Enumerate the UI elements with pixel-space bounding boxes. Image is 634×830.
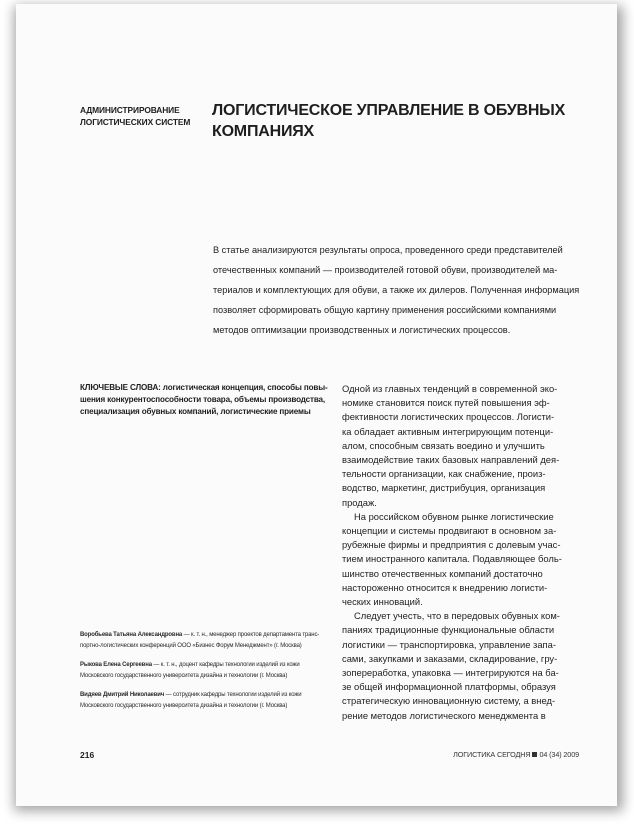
body-line: концепции и системы продвигают в основном за-	[342, 525, 557, 537]
author-affiliation: Московского государственного университета дизайна и технологии (г. Москва)	[80, 672, 288, 679]
article-title-line: ЛОГИСТИЧЕСКОЕ УПРАВЛЕНИЕ В ОБУВНЫХ	[212, 102, 566, 119]
body-line: номике становится поиск путей повышения эф-	[342, 397, 550, 409]
abstract-line: методов оптимизации производственных и логистических процессов.	[213, 325, 511, 335]
section-label	[80, 105, 215, 128]
body-line: водство, маркетинг, дистрибуция, организация	[342, 482, 546, 494]
body-line: зопереработка, упаковка — интегрируются на ба-	[342, 667, 559, 679]
article-title-line: КОМПАНИЯХ	[212, 123, 315, 140]
body-line: зе общей информационной платформы, образуя	[342, 681, 556, 693]
square-bullet-icon	[532, 752, 537, 757]
author-entry	[80, 660, 342, 681]
body-line: Следует учесть, что в передовых обувных ком-	[354, 610, 560, 622]
paragraph	[342, 382, 598, 510]
keywords-line: шения конкурентоспособности товара, объемы производства,	[80, 394, 326, 404]
abstract-line: В статье анализируются результаты опроса, проведенного среди представителей	[213, 245, 563, 255]
body-line: ка обладает активным интегрирующим потенци-	[342, 425, 554, 437]
author-affiliation: — к. т. н., доцент кафедры технологии изделий из кожи	[151, 662, 300, 668]
author-entry	[80, 630, 342, 651]
keywords	[80, 382, 342, 417]
keywords-line: специализация обувных компаний, логистические приемы	[80, 406, 311, 416]
author-info	[80, 630, 342, 720]
running-footer	[453, 750, 579, 759]
body-line: Одной из главных тенденций в современной эко-	[342, 383, 558, 394]
journal-page	[16, 4, 617, 806]
section-label-line: ЛОГИСТИЧЕСКИХ СИСТЕМ	[80, 116, 191, 127]
body-line: алом, способным связать воедино и улучшить	[342, 439, 545, 451]
article-body	[342, 382, 598, 723]
author-name: Рыкова Елена Сергеевна	[80, 662, 152, 668]
body-line: ческих инноваций.	[342, 596, 423, 608]
abstract-line: позволяет сформировать общую картину применения российскими компаниями	[213, 305, 557, 315]
keywords-line: КЛЮЧЕВЫЕ СЛОВА: логистическая концепция, способы повы-	[80, 383, 328, 392]
author-name: Видяев Дмитрий Николаевич	[80, 692, 165, 698]
body-line: сами, закупками и заказами, складирование, гру-	[342, 652, 558, 664]
author-affiliation: Московского государственного университета дизайна и технологии (г. Москва)	[80, 702, 288, 709]
abstract	[213, 240, 591, 340]
body-line: рение методов логистического менеджмента в	[342, 709, 546, 721]
body-line: тельности организации, как снабжение, произ-	[342, 468, 546, 480]
author-affiliation: портно-логистических конференций ООО «Бизнес Форум Менеджмент» (г. Москва)	[80, 642, 302, 649]
body-line: шинство отечественных компаний достаточно	[342, 567, 543, 579]
body-line: На российском обувном рынке логистические	[354, 510, 554, 522]
author-affiliation: — к. т. н., менеджер проектов департамента транс-	[182, 632, 320, 638]
author-affiliation: — сотрудник кафедры технологии изделий из кожи	[164, 692, 302, 698]
abstract-line: отечественных компаний — производителей готовой обуви, производителей ма-	[213, 265, 558, 275]
body-line: логистики — транспортировка, управление запа-	[342, 638, 556, 650]
body-line: настороженно относится к внедрению логисти-	[342, 581, 548, 593]
body-line: продаж.	[342, 496, 377, 508]
paragraph	[342, 510, 598, 609]
abstract-line: териалов и комплектующих для обуви, а также их дилеров. Полученная информация	[213, 285, 580, 295]
body-line: тием иностранного капитала. Подавляющее боль-	[342, 553, 562, 565]
body-line: взаимодействие таких базовых направлений дея-	[342, 454, 560, 466]
body-line: паниях традиционные функциональные области	[342, 624, 555, 636]
body-line: фективности логистических процессов. Логисти-	[342, 411, 555, 423]
page-number: 216	[80, 750, 95, 760]
article-title	[212, 100, 572, 142]
body-line: стратегическую инновационную систему, а внед-	[342, 695, 556, 707]
paragraph	[342, 609, 598, 723]
body-line: рубежные фирмы и предприятия с долевым учас-	[342, 539, 561, 551]
section-label-line: АДМИНИСТРИРОВАНИЕ	[80, 105, 180, 115]
author-name: Воробьева Татьяна Александровна	[80, 632, 183, 638]
author-entry	[80, 690, 342, 711]
issue-number: 04 (34) 2009	[539, 750, 579, 759]
journal-name: ЛОГИСТИКА СЕГОДНЯ	[453, 750, 531, 759]
